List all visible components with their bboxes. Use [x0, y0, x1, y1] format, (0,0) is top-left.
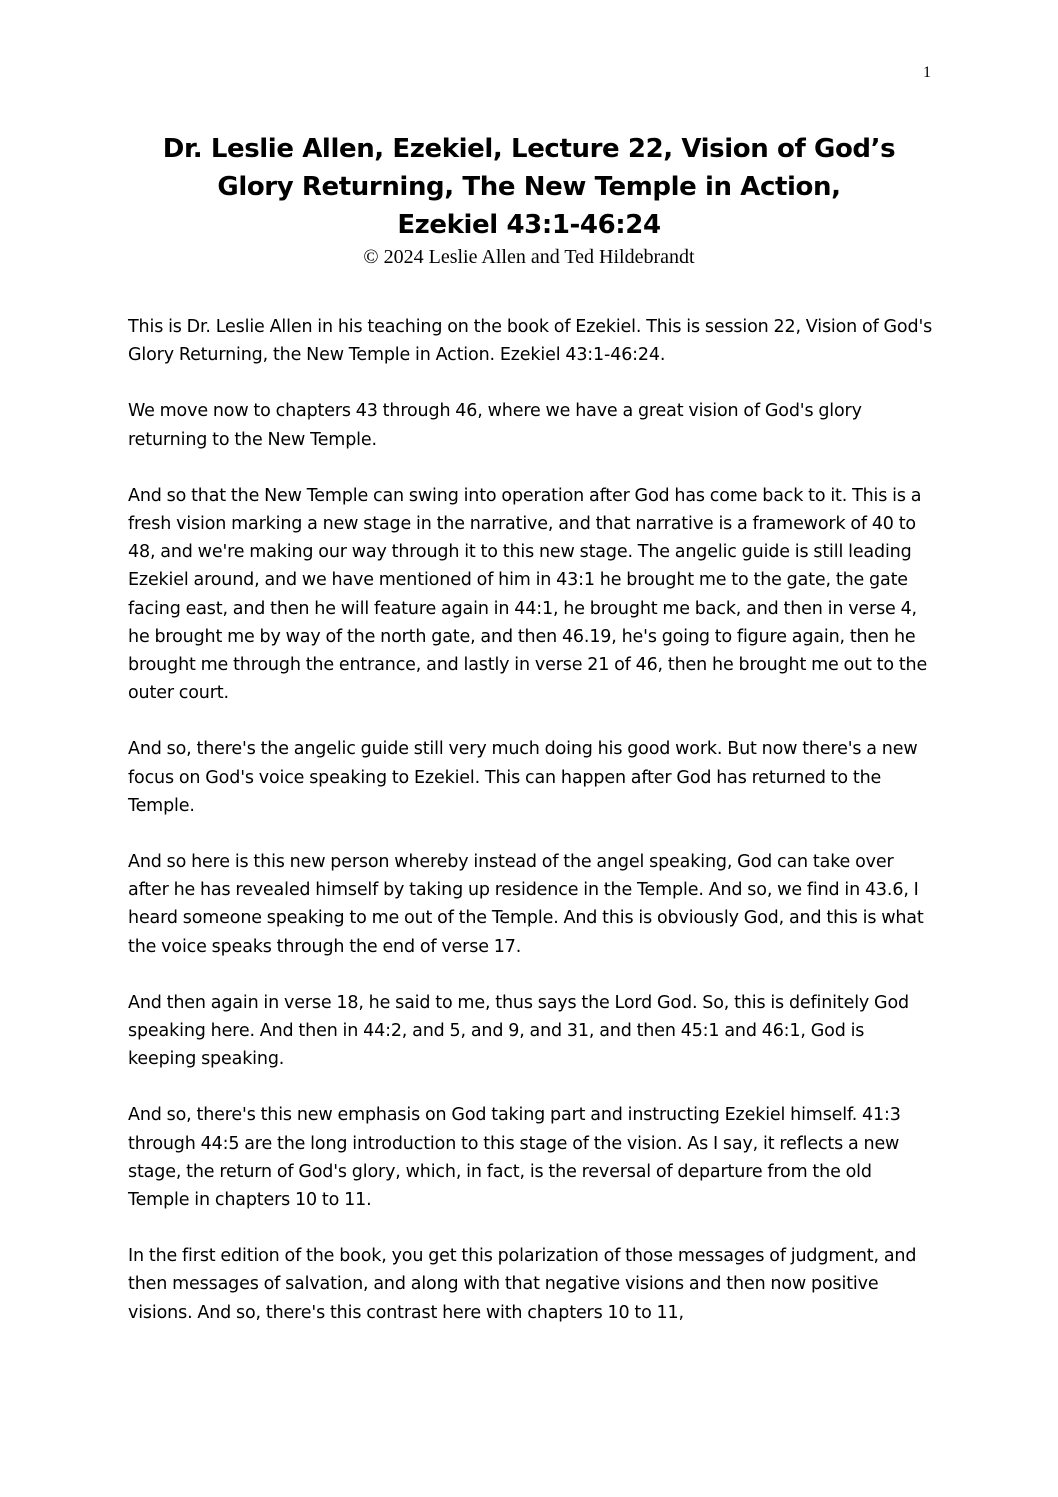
paragraph-4: And so, there's the angelic guide still very much doing his good work. But now there's a new focus on God's voice speaking to Ezekiel. This can happen after God has returned to the Temple.	[128, 739, 918, 816]
paragraph-2: We move now to chapters 43 through 46, where we have a great vision of God's glory returning to the New Temple.	[128, 401, 862, 450]
paragraph-1: This is Dr. Leslie Allen in his teaching on the book of Ezekiel. This is session 22, Vision of God's Glory Returning, the New Temple in Action. Ezekiel 43:1-46:24.	[128, 317, 933, 366]
title-block	[128, 130, 930, 270]
paragraph-7: And so, there's this new emphasis on God taking part and instructing Ezekiel himself. 41:3 through 44:5 are the long introduction to this stage of the vision. As I say, it reflects a new stage, the return of God's glory, which, in fact, is the reversal of departure from the old Temple in chapters 10 to 11.	[128, 1105, 901, 1211]
copyright-line: © 2024 Leslie Allen and Ted Hildebrandt	[363, 246, 695, 268]
paragraph-5: And so here is this new person whereby instead of the angel speaking, God can take over after he has revealed himself by taking up residence in the Temple. And so, we find in 43.6, I heard someone speaking to me out of the Temple. And this is obviously God, and this is what the voice speaks through the end of verse 17.	[128, 852, 924, 957]
page-number: 1	[923, 64, 931, 81]
title-line-1: Dr. Leslie Allen, Ezekiel, Lecture 22, Vision of God’s	[162, 134, 896, 164]
title-line-2: Glory Returning, The New Temple in Action,	[217, 172, 841, 202]
document-title	[128, 130, 930, 244]
paragraph-3: And so that the New Temple can swing into operation after God has come back to it. This is a fresh vision marking a new stage in the narrative, and that narrative is a framework of 40 to 48, and we're making our way through it to this new stage. The angelic guide is still leading Ezekiel around, and we have mentioned of him in 43:1 he brought me to the gate, the gate facing east, and then he will feature again in 44:1, he brought me back, and then in verse 4, he brought me by way of the north gate, and then 46.19, he's going to figure again, then he brought me through the entrance, and lastly in verse 21 of 46, then he brought me out to the outer court.	[128, 485, 928, 704]
lecture-body	[128, 313, 934, 1355]
paragraph-6: And then again in verse 18, he said to me, thus says the Lord God. So, this is definitely God speaking here. And then in 44:2, and 5, and 9, and 31, and then 45:1 and 46:1, God is keeping speaking.	[128, 992, 909, 1070]
title-line-3: Ezekiel 43:1-46:24	[397, 210, 661, 240]
paragraph-8: In the first edition of the book, you get this polarization of those messages of judgment, and then messages of salvation, and along with that negative visions and then now positive visions. And so, there's this contrast here with chapters 10 to 11,	[128, 1246, 917, 1323]
